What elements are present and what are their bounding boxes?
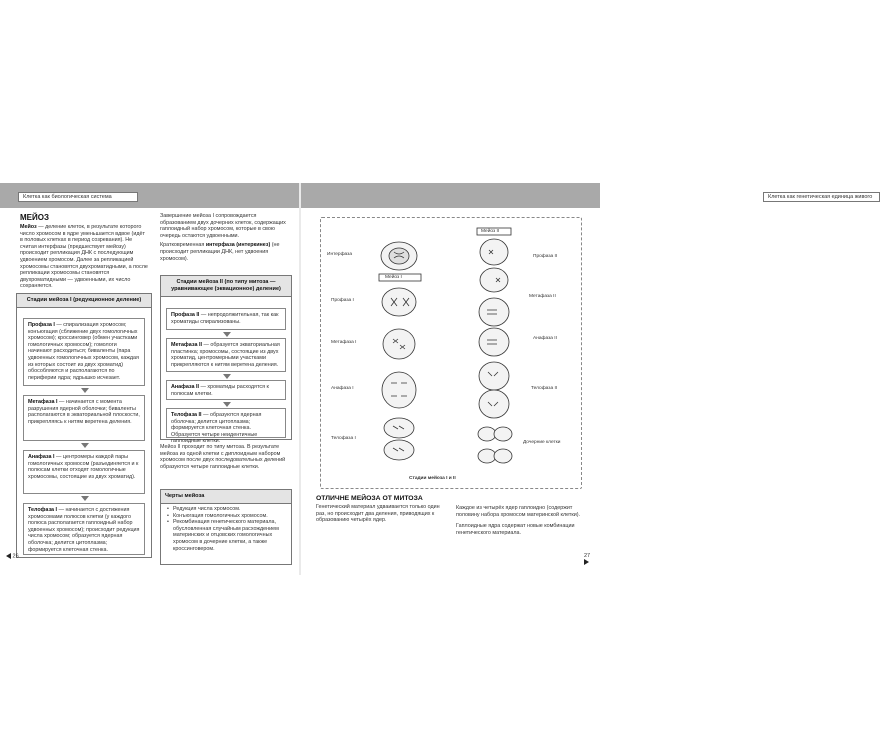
- interphase-lead: Кратковременная: [160, 242, 205, 249]
- differences-paragraph: Генетический материал удваивается только один раз, но происходит два деления, приводящих к образованию четырёх ядер.: [316, 504, 440, 524]
- section-title-meiosis: МЕЙОЗ: [20, 213, 49, 222]
- left-column-1: [20, 213, 148, 553]
- triangle-right-icon: [584, 559, 589, 565]
- stage-term: Анафаза I: [28, 454, 55, 460]
- stage-text: — хроматиды расходятся к полюсам клетки.: [171, 384, 269, 397]
- left-header-band: [0, 183, 299, 208]
- stage-text: — начинается с достижения хромосомами полюсов клетки (у каждого полюса располагается гаплоидный набор удвоенных хромосом); происходит редукция числа хромосом; образуется ядерная оболочка; делится цитоплазма; формируется клеточная стенка.: [28, 507, 140, 553]
- arrow-down-icon: [223, 374, 231, 379]
- stage-label: Анафаза II: [533, 336, 557, 341]
- stage-cell: [23, 450, 145, 494]
- intro-paragraph: [20, 224, 148, 290]
- stage-cell: [166, 308, 286, 330]
- list-item: • Рекомбинация генетического материала, обусловленная случайным расхождением материнских и отцовских гомологичных хромосом в дочерние клетки, а также кроссинговером.: [167, 519, 287, 552]
- meiosis1-box-header: Стадии мейоза I (редукционное деление): [17, 294, 151, 308]
- stage-term: Анафаза II: [171, 384, 200, 390]
- stage-label: Телофаза I: [331, 436, 356, 441]
- stage-text: — образуется экваториальная пластинка; хромосомы, состоящие из двух хроматид, центромерными участками прикрепляются к нитям веретена деления.: [171, 342, 280, 368]
- section-title-differences: ОТЛИЧНЕ МЕЙОЗА ОТ МИТОЗА: [316, 495, 423, 502]
- stage-label: Метафаза I: [331, 340, 357, 345]
- right-column-2: [456, 505, 584, 536]
- stage-text: — непродолжительная, так как хроматиды спирализованы.: [171, 312, 279, 325]
- triangle-left-icon: [6, 553, 11, 559]
- interphase-text: (не происходит репликации ДНК, нет удвоения хромосом).: [160, 242, 280, 262]
- meiosis2-header-label: Мейоз II: [481, 229, 500, 234]
- intro-term: Мейоз: [20, 224, 37, 230]
- left-page-number: [6, 553, 19, 559]
- list-item: • Редукция числа хромосом.: [167, 506, 287, 513]
- diagram-caption: Стадии мейоза I и II: [409, 476, 456, 481]
- stage-label: Анафаза I: [331, 386, 354, 391]
- meiosis1-header-label: Мейоз I: [385, 275, 402, 280]
- book-spread: [0, 183, 873, 575]
- stage-cell: [23, 503, 145, 555]
- meiosis1-stages-box: [16, 293, 152, 558]
- meiosis-features-box: [160, 489, 292, 565]
- features-box-header: Черты мейоза: [161, 490, 291, 504]
- stage-label: Интерфаза: [327, 252, 353, 257]
- stage-cell: [166, 338, 286, 372]
- stage-label: Профаза I: [331, 298, 354, 303]
- stage-term: Метафаза II: [171, 342, 202, 348]
- stage-label: Профаза II: [533, 254, 558, 259]
- stage-cell: [23, 395, 145, 441]
- stage-label: Телофаза II: [531, 386, 558, 391]
- haploid-paragraph-2: Гаплоидные ядра содержат новые комбинации генетического материала.: [456, 523, 575, 536]
- stage-label: Дочерние клетки: [523, 440, 561, 445]
- right-running-head: Клетка как генетическая единица живого: [763, 192, 880, 202]
- features-list: [167, 506, 287, 552]
- stage-term: Телофаза II: [171, 412, 202, 418]
- meiosis-diagram-frame: [320, 217, 582, 489]
- right-page-number-text: 27: [584, 553, 591, 559]
- stage-term: Профаза II: [171, 312, 200, 318]
- meiosis1-end-paragraph: Завершение мейоза I сопровождается образованием двух дочерних клеток, содержащих гаплоидный набор хромосом, которые в свою очередь остаются удвоенными.: [160, 213, 286, 239]
- interphase-term: интерфаза (интеркинез): [205, 242, 271, 249]
- arrow-down-icon: [81, 443, 89, 448]
- stage-term: Метафаза I: [28, 399, 58, 405]
- left-running-head: Клетка как биологическая система: [18, 192, 138, 202]
- arrow-down-icon: [223, 402, 231, 407]
- interphase-paragraph: [160, 242, 288, 262]
- right-header-band: [301, 183, 873, 208]
- meiosis2-stages-box: [160, 275, 292, 445]
- meiosis2-outro-paragraph: Мейоз II проходит по типу митоза. В результате мейоза из одной клетки с диплоидным набором хромосом после двух последовательных делений образуются четыре гаплоидные клетки.: [160, 444, 286, 470]
- arrow-down-icon: [81, 496, 89, 501]
- right-column-1: [316, 495, 444, 524]
- arrow-down-icon: [81, 388, 89, 393]
- stage-cell: [166, 408, 286, 445]
- intro-text: — деление клеток, в результате которого число хромосом в ядре уменьшается вдвое (идёт в половых клетках в период созревания). Не считая интерфазы (предшествует мейозу) происходит репликация ДНК с последующим удвоением хромосом. Далее за репликацией хромосомы становятся двухроматидными, а после репликации хромосомы становятся двухроматидными — удвоенными, их число сохраняется.: [20, 224, 148, 290]
- stage-text: — спирализация хромосом; конъюгация (сближение двух гомологичных хромосом); кроссинговер (обмен участками гомологичных хромосом); гомологи начинают расходиться; биваленты (пара удвоенных гомологичных хромосом, каждая из которых состоит из двух хроматид) обособляются и располагаются по периферии ядра; ядрышко исчезает.: [28, 322, 139, 381]
- stage-cell: [23, 318, 145, 386]
- arrow-down-icon: [223, 332, 231, 337]
- stage-term: Профаза I: [28, 322, 55, 328]
- right-page: [316, 213, 596, 568]
- stage-cell: [166, 380, 286, 400]
- stage-text: — центромеры каждой пары гомологичных хромосом (разъединяется и к полюсам клетки отходят гомологичные хромосомы, состоящие из двух хроматид).: [28, 454, 139, 480]
- meiosis2-box-header: Стадии мейоза II (по типу митоза — уравнивающее (эквационное) деление): [161, 276, 291, 297]
- stage-label: Метафаза II: [529, 294, 556, 299]
- haploid-paragraph-1: Каждое из четырёх ядер гаплоидно (содержит половину набора хромосом материнской клетки).: [456, 505, 581, 518]
- stage-term: Телофаза I: [28, 507, 58, 513]
- left-page: [12, 213, 300, 568]
- stage-text: — начинается с момента разрушения ядерной оболочки; биваленты располагаются в экваториальной плоскости, прикрепляясь к нитям веретена деления.: [28, 399, 140, 425]
- right-page-number: [584, 553, 596, 565]
- stage-text: — образуются ядерная оболочка; делится цитоплазма; формируется клеточная стенка. Образуется четыре неидентичные гаплоидные клетки.: [171, 412, 262, 445]
- list-item: • Конъюгация гомологичных хромосом.: [167, 513, 287, 520]
- left-page-number-text: 26: [12, 553, 19, 560]
- left-column-2: [160, 213, 288, 552]
